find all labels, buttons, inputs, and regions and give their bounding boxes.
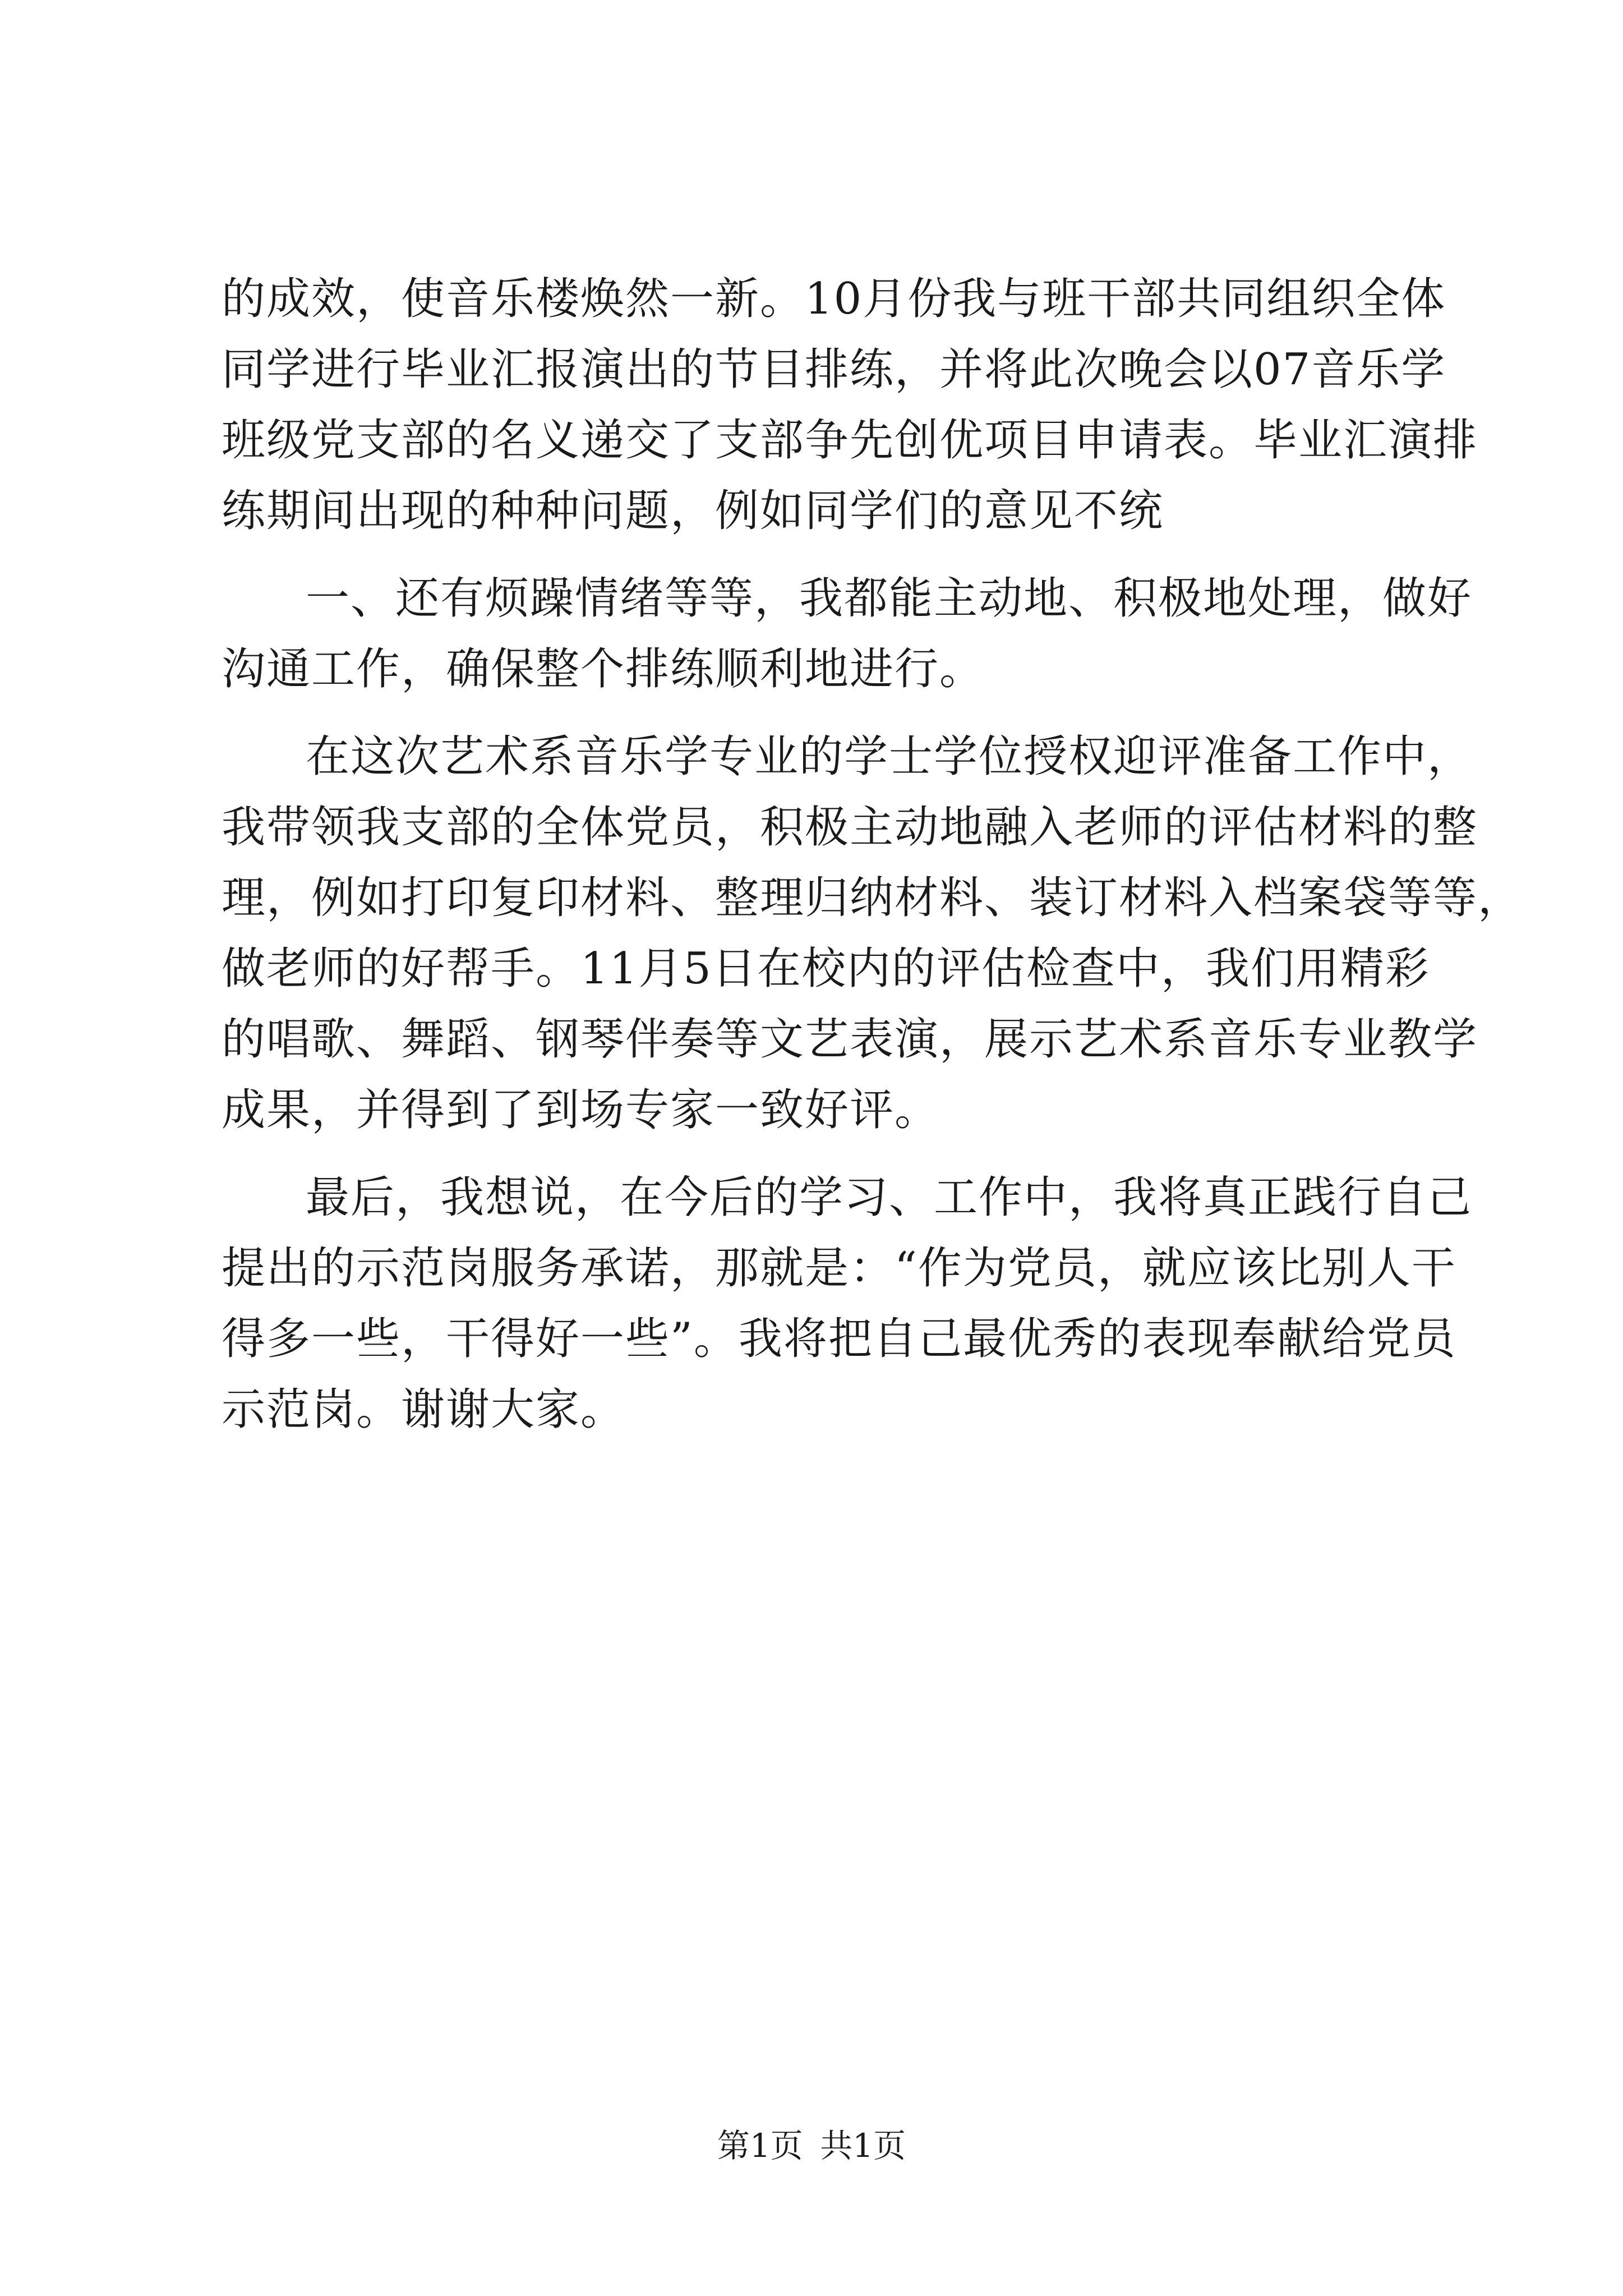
paragraph-1 xyxy=(222,264,1478,546)
page-total: 共1页 xyxy=(820,2127,906,2165)
document-body xyxy=(222,264,1523,1462)
text-line: 在这次艺术系音乐学专业的学士学位授权迎评准备工作中， xyxy=(306,731,1473,782)
text-line: 得多一些，干得好一些”。我将把自己最优秀的表现奉献给党员 xyxy=(222,1314,1456,1364)
text-line: 班级党支部的名义递交了支部争先创优项目申请表。毕业汇演排 xyxy=(222,415,1478,466)
paragraph-2 xyxy=(222,563,1473,705)
text-line: 沟通工作，确保整个排练顺利地进行。 xyxy=(222,644,985,694)
text-line: 提出的示范岗服务承诺，那就是：“作为党员，就应该比别人干 xyxy=(222,1243,1456,1294)
text-line: 最后，我想说，在今后的学习、工作中，我将真正践行自己 xyxy=(306,1172,1473,1223)
text-line: 同学进行毕业汇报演出的节目排练，并将此次晚会以07音乐学 xyxy=(222,344,1446,395)
page-footer xyxy=(0,2126,1623,2165)
page-number: 第1页 xyxy=(717,2127,803,2165)
text-line: 成果，并得到了到场专家一致好评。 xyxy=(222,1085,940,1135)
text-line: 的唱歌、舞蹈、钢琴伴奏等文艺表演，展示艺术系音乐专业教学 xyxy=(222,1014,1478,1065)
text-line: 做老师的好帮手。11月5日在校内的评估检查中，我们用精彩 xyxy=(222,944,1430,994)
text-line: 一、还有烦躁情绪等等，我都能主动地、积极地处理，做好 xyxy=(306,573,1473,624)
paragraph-3 xyxy=(222,721,1523,1145)
text-line: 的成效，使音乐楼焕然一新。10月份我与班干部共同组织全体 xyxy=(222,274,1446,324)
text-line: 理，例如打印复印材料、整理归纳材料、装订材料入档案袋等等， xyxy=(222,873,1523,923)
text-line: 我带领我支部的全体党员，积极主动地融入老师的评估材料的整 xyxy=(222,802,1478,853)
text-line: 示范岗。谢谢大家。 xyxy=(222,1384,626,1435)
paragraph-4 xyxy=(222,1162,1473,1445)
text-line: 练期间出现的种种问题，例如同学们的意见不统 xyxy=(222,486,1164,536)
